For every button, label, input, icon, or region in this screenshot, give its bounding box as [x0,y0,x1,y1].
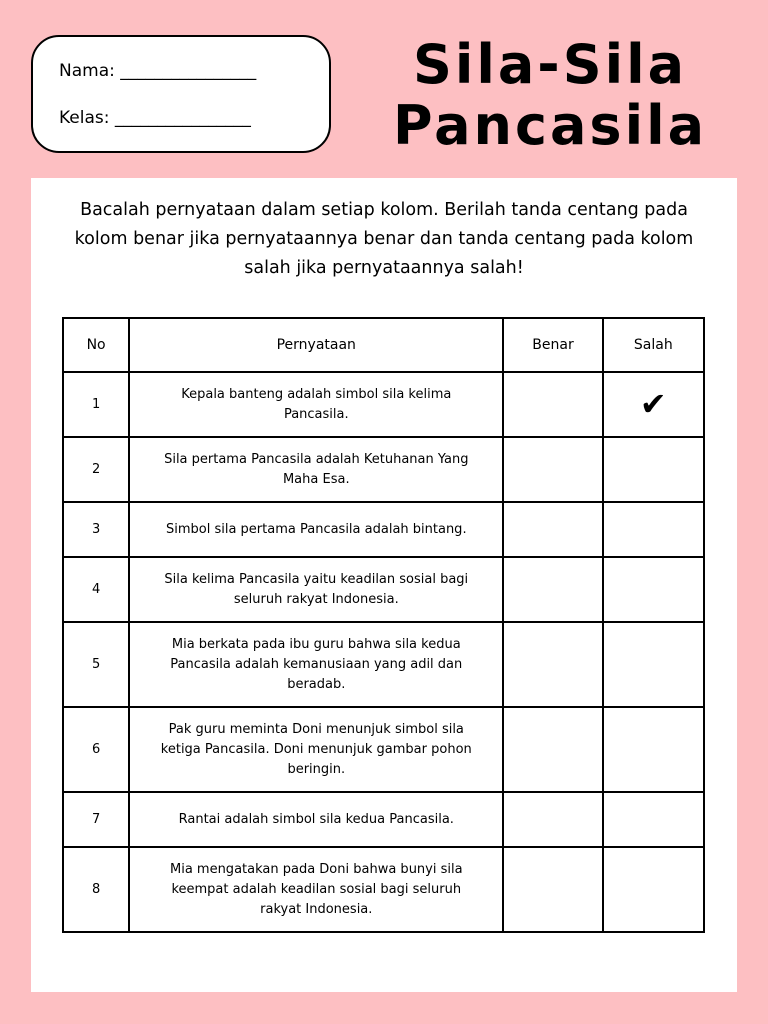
row-number: 6 [63,707,129,792]
statement-cell: Mia berkata pada ibu guru bahwa sila kedua Pancasila adalah kemanusiaan yang adil dan beradab. [129,622,503,707]
table-row [63,622,704,707]
table-row [63,847,704,932]
table-row [63,707,704,792]
header-benar: Benar [503,318,602,372]
row-number: 3 [63,502,129,557]
benar-checkbox-cell[interactable] [503,792,602,847]
worksheet-title [350,34,750,156]
header-no: No [63,318,129,372]
row-number: 4 [63,557,129,622]
benar-checkbox-cell[interactable] [503,847,602,932]
table-row [63,792,704,847]
student-info-box [31,35,331,153]
statement-table [62,317,705,933]
nama-field[interactable]: Nama: ________________ [59,61,257,81]
salah-checkbox-cell[interactable] [603,847,704,932]
statement-cell: Kepala banteng adalah simbol sila kelima Pancasila. [129,372,503,437]
salah-checkbox-cell[interactable] [603,622,704,707]
benar-checkbox-cell[interactable] [503,622,602,707]
benar-checkbox-cell[interactable] [503,557,602,622]
benar-checkbox-cell[interactable] [503,372,602,437]
benar-checkbox-cell[interactable] [503,437,602,502]
statement-cell: Sila kelima Pancasila yaitu keadilan sosial bagi seluruh rakyat Indonesia. [129,557,503,622]
kelas-field[interactable]: Kelas: ________________ [59,108,251,128]
row-number: 5 [63,622,129,707]
row-number: 1 [63,372,129,437]
salah-checkbox-cell[interactable] [603,557,704,622]
header-pernyataan: Pernyataan [129,318,503,372]
statement-cell: Sila pertama Pancasila adalah Ketuhanan Yang Maha Esa. [129,437,503,502]
salah-checkbox-cell[interactable] [603,437,704,502]
benar-checkbox-cell[interactable] [503,707,602,792]
row-number: 8 [63,847,129,932]
table-header-row [63,318,704,372]
title-line-1: Sila-Sila [412,33,688,96]
salah-checkbox-cell[interactable] [603,792,704,847]
statement-cell: Mia mengatakan pada Doni bahwa bunyi sila keempat adalah keadilan sosial bagi seluruh rakyat Indonesia. [129,847,503,932]
statement-cell: Rantai adalah simbol sila kedua Pancasila. [129,792,503,847]
title-line-2: Pancasila [392,94,708,157]
table-row [63,502,704,557]
row-number: 2 [63,437,129,502]
statement-cell: Pak guru meminta Doni menunjuk simbol sila ketiga Pancasila. Doni menunjuk gambar pohon beringin. [129,707,503,792]
worksheet-panel [31,178,737,992]
instructions-text: Bacalah pernyataan dalam setiap kolom. Berilah tanda centang pada kolom benar jika pernyataannya benar dan tanda centang pada kolom salah jika pernyataannya salah! [74,200,694,278]
table-row [63,437,704,502]
row-number: 7 [63,792,129,847]
salah-checkbox-cell[interactable] [603,707,704,792]
salah-checkbox-cell[interactable] [603,372,704,437]
table-row [63,372,704,437]
checkmark-icon: ✔ [639,384,667,423]
benar-checkbox-cell[interactable] [503,502,602,557]
table-row [63,557,704,622]
statement-cell: Simbol sila pertama Pancasila adalah bintang. [129,502,503,557]
salah-checkbox-cell[interactable] [603,502,704,557]
header-salah: Salah [603,318,704,372]
